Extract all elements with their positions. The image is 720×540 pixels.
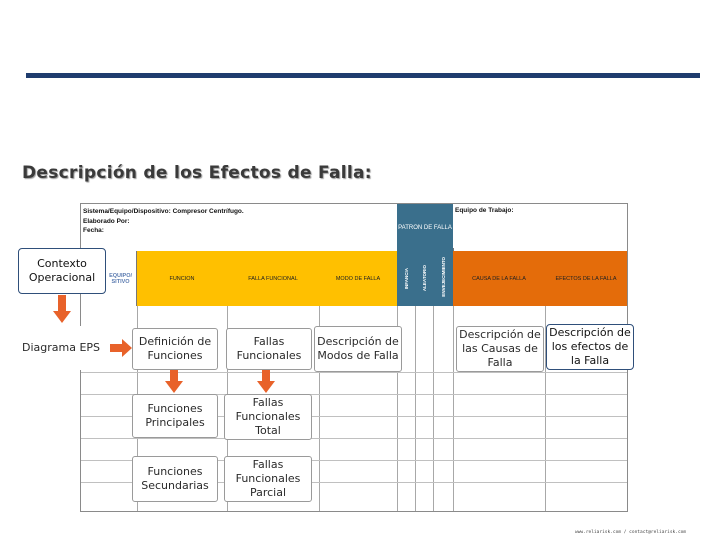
- fallas-parcial-box: [224, 456, 312, 502]
- diagrama-eps-box: [18, 326, 104, 370]
- descripcion-causas-label: Descripción de las Causas de Falla: [459, 328, 541, 369]
- fallas-funcionales-box: [226, 328, 312, 370]
- col-efectos-label: EFECTOS DE LA FALLA: [555, 275, 617, 282]
- page-title: Descripción de los Efectos de Falla:: [22, 163, 372, 183]
- col-modo-falla-label: MODO DE FALLA: [335, 275, 381, 282]
- descripcion-efectos-label: Descripción de los efectos de la Falla: [549, 326, 631, 367]
- col-causa-label: CAUSA DE LA FALLA: [472, 275, 526, 282]
- col-envejecimiento-label: ENVEJECIMIENTO: [440, 257, 446, 297]
- header-line-system: Sistema/Equipo/Dispositivo: Compresor Centrífugo.: [83, 208, 244, 215]
- arrow-contexto-to-diagrama: [53, 295, 71, 323]
- funciones-principales-label: Funciones Principales: [145, 402, 205, 429]
- arrow-fallas-to-total: [257, 368, 275, 393]
- header-line-date: Fecha:: [83, 227, 104, 234]
- descripcion-causas-box: [456, 326, 544, 372]
- footer-contact: www.reliarisk.com / contact@reliarisk.com: [575, 530, 687, 535]
- team-label: Equipo de Trabajo:: [455, 207, 514, 214]
- col-aleatorio-label: ALEATORIO: [421, 265, 427, 292]
- header-line-author: Elaborado Por:: [83, 217, 130, 225]
- fallas-parcial-label: Fallas Funcionales Parcial: [235, 458, 301, 499]
- contexto-operacional-label: Contexto Operacional: [28, 257, 96, 284]
- fallas-funcionales-label: Fallas Funcionales: [236, 335, 302, 362]
- funciones-secundarias-box: [132, 456, 218, 502]
- col-equipo-label: EQUIPO/ SITIVO: [109, 272, 132, 285]
- diagrama-eps-label: Diagrama EPS: [21, 341, 101, 354]
- arrow-diagrama-to-definicion: [110, 339, 132, 357]
- col-funcion-label: FUNCION: [169, 275, 195, 282]
- descripcion-efectos-box: [546, 324, 634, 370]
- fallas-total-box: [224, 394, 312, 440]
- patron-falla-label: PATRON DE FALLA: [398, 224, 452, 231]
- funciones-secundarias-label: Funciones Secundarias: [141, 465, 209, 492]
- contexto-operacional-box: [18, 248, 106, 294]
- col-falla-funcional-label: FALLA FUNCIONAL: [248, 275, 298, 282]
- definicion-funciones-label: Definición de Funciones: [138, 335, 212, 362]
- descripcion-modos-box: [314, 326, 402, 372]
- definicion-funciones-box: [132, 328, 218, 370]
- descripcion-modos-label: Descripción de Modos de Falla: [317, 335, 399, 362]
- funciones-principales-box: [132, 394, 218, 438]
- arrow-definicion-to-principales: [165, 368, 183, 393]
- col-infancia-label: INFANCIA: [403, 267, 409, 290]
- fallas-total-label: Fallas Funcionales Total: [235, 396, 301, 437]
